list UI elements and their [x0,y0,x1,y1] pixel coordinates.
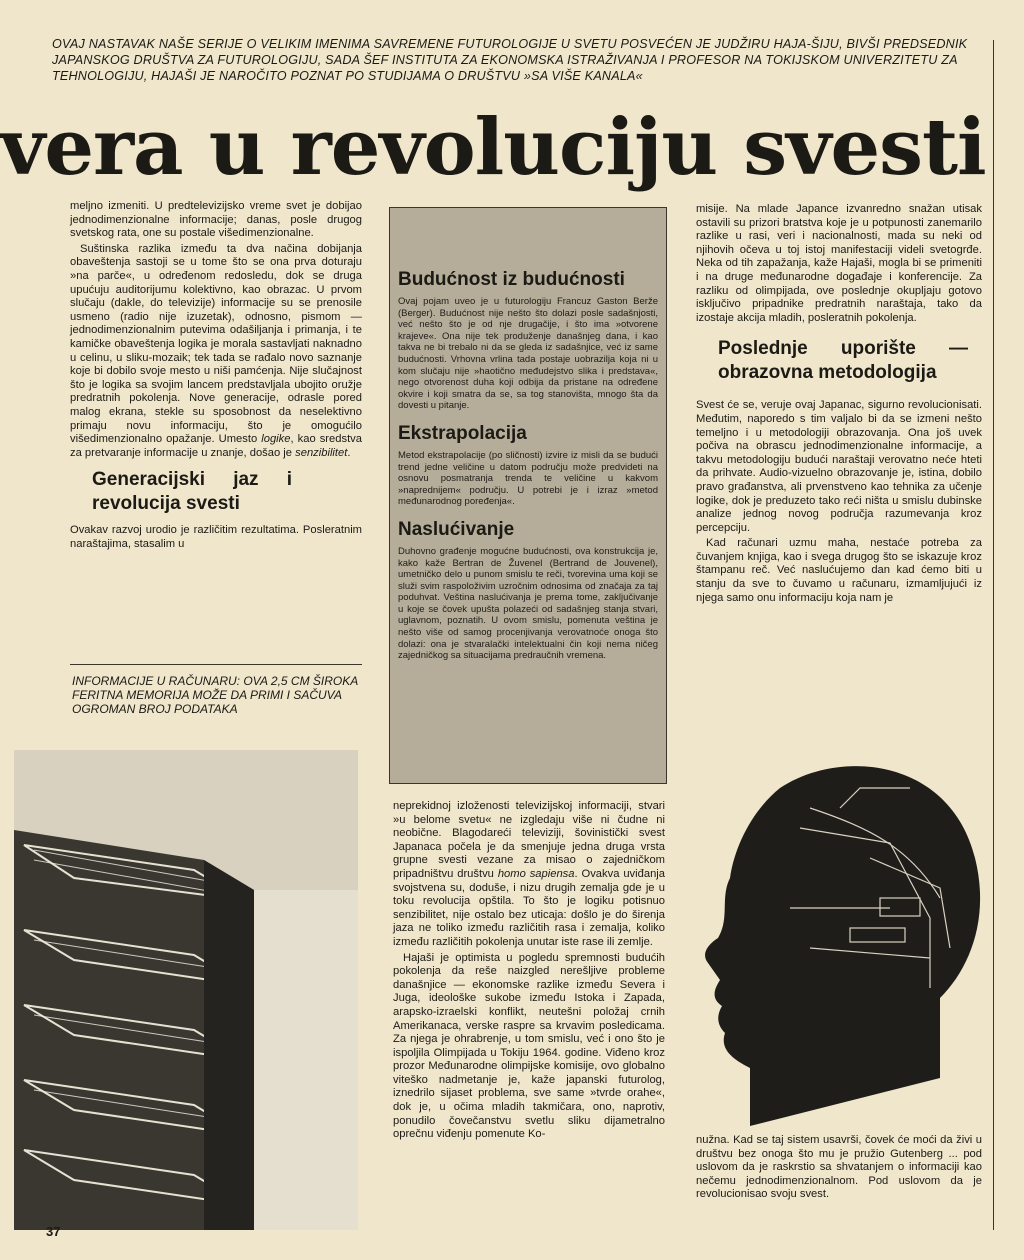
col3-subheading: Poslednje uporište — obrazovna metodologija [718,338,968,384]
computer-memory-image [14,750,358,1230]
page-number: 37 [46,1224,61,1239]
col1-paragraph-2: Suštinska razlika između ta dva načina dobijanja obaveštenja sastoji se u tome što se ona prva doturaju »na parče«, u određenom redosledu, dok se druga upućuju auditorijumu kolektivno, kao obrazac. U prvom slučaju (dakle, do televizije) informacije su se prenosile usmeno (radio nije izuzetak), odnosno, pismom — jednodimenzionalnim putevima odašiljanja i primanja, i te kamičke obaveštenja logika je morala sastavljati naknadno u celinu, u sliku-mozaik; tek tada se rađalo novo saznanje koje bi dobilo svoje mesto u niši pamćenja. Nije slučajnost što je logika sa svojim lancem predstavljala ubojito oružje predratnih pokolenja. Nove generacije, odrasle pored malog ekrana, stekle su sposobnost da neselektivno primaju novu informaciju, što je omogućilo višedimenzionalno opažanje. Umesto logike, kao sredstva za pretvaranje informacije u znanje, došao je senzibilitet. [70,242,362,459]
caption-rule [70,664,362,665]
col1-subheading: Generacijski jaz i revolucija svesti [92,469,292,515]
box-heading-3: Naslućivanje [398,518,515,540]
head-circuit-illustration [690,748,990,1126]
page-title: vera u revoluciju svesti [0,102,986,193]
intro-text: OVAJ NASTAVAK NAŠE SERIJE O VELIKIM IMENIMA SAVREMENE FUTUROLOGIJE U SVETU POSVEĆEN JE JUDŽIRU HAJA-ŠIJU, BIVŠI PREDSEDNIK JAPANSKOG DRUŠTVA ZA FUTUROLOGIJU, SADA ŠEF INSTITUTA ZA EKONOMSKA ISTRAŽIVANJA I PROFESOR NA TOKIJSKOM UNIVERZITETU ZA TEHNOLOGIJU, HAJAŠI JE NAROČITO POZNAT PO STUDIJAMA O DRUŠTVU »SA VIŠE KANALA« [52,37,968,83]
right-border-rule [993,40,994,1230]
sidebar-box [389,207,667,784]
box-heading-1: Budućnost iz budućnosti [398,269,625,290]
col2-paragraph-1: neprekidnoj izloženosti televizijskoj informaciji, stvari »u belome svetu« ne izgledaju više ni čudne ni neobične. Blagodareći televiziji, šovinistički svest Japanaca počela je da smenjuje jedna druga vrsta grupne svesti vezane za misao o zajedničkom pripadništvu društvu homo sapiensa. Ovakva uviđanja svojstvena su, doduše, i nizu drugih zemalja gde je u toku revolucija opštila. To što je logiku potisnuo senzibilitet, nije ostalo bez uticaja: došlo je do širenja jaza ne toliko između različitih rasa i zemalja, koliko između različitih pokolenja unutar iste rase ili zemlje. [393,800,666,948]
box-text-2: Metod ekstrapolacije (po sličnosti) izvire iz misli da se budući trend jedne veličine u datom području može predvideti na osnovu posmatranja trenda te veličine u kakvom »napredniјem« području. U potrebi je i izraz »metod međunarodnog poređenja«. [398,449,658,508]
col3-paragraph-4: nužna. Kad se taj sistem usavrši, čovek će moći da živi u društvu bez onoga što mu je pružio Gutenberg ... pod uslovom da je raskrstio sa shvatanjem o informaciji kao nečemu jednodimenzionalnom. Pod uslovom da je revolucionisao svoju svest. [696,1134,982,1201]
column-2 [393,800,665,1144]
box-heading-2: Ekstrapolacija [398,422,527,444]
head-silhouette-icon [690,748,990,1126]
col1-paragraph-1: meljno izmeniti. U predtelevizijsko vreme svet je dobijao jednodimenzionalne informacije; danas, posle drugog svetskog rata, one su postale višedimenzionalne. [70,200,362,240]
col1-paragraph-3: Ovakav razvoj urodio je različitim rezultatima. Posleratnim naraštajima, stasalim u [70,524,362,550]
column-3-bottom [696,1134,982,1204]
col3-paragraph-2: Svest će se, veruje ovaj Japanac, sigurno revolucionisati. Međutim, naporedo s tim valjalo bi da se izmeni nešto temeljno i u metodologiji obrazovanja. Ona još uvek počiva na obrascu jednodimenzionalne informacije, a takvu metodologiju budući naraštaji verovatno neće hteti da prihvate. Audio-vizuelno obrazovanje je, istina, dobilo pravo građanstva, ali prvenstveno kao tehnika za učenje logike, dok je preduzeto tako reći ništa u smislu dubinske analize jednog novog područja razumevanja kroz percepciju. [696,399,982,534]
col3-paragraph-3: Kad računari uzmu maha, nestaće potreba za čuvanjem knjiga, kao i svega drugog što se iskazuje kroz štampanu reč. Već naslućujemo dan kad ćemo biti u stanju da sve to čuvamo u računaru, izmamljujući iz njega samo onu informaciju koja nam je [696,537,982,604]
col3-paragraph-1: misije. Na mlade Japance izvanredno snažan utisak ostavili su prizori bratstva koje je u potpunosti zanemarilo razlike u rasi, veri i nacionalnosti, mada su neki od njihovih očeva u toj istoj manifestaciji videli svetogrđe. Neka od tih zapažanja, kaže Hajaši, mogla bi se primeniti i na druge međunarodne događaje i konferencije. Za razliku od olimpijada, ove poslednje okupljaju gotovo isključivo pripadnike predratnih naraštaja, tako da izostaje akcija mladih, posleratnih pokolenja. [696,203,982,324]
column-3 [696,203,982,607]
column-1 [70,200,362,553]
ferrite-memory-photo [14,750,358,1230]
col2-paragraph-2: Hajaši je optimista u pogledu spremnosti budućih pokolenja da reše naizgled nerešljive probleme današnjice — ekonomske razlike između Severa i Juga, ideološke sukobe između Istoka i Zapada, arapsko-izraelski konflikt, neutešni položaj crnih Amerikanaca, verske rasprе sa krvavim posledicama. Za njega je ohrabrenje, u tom smislu, već i ono što je ispoljila Olimpijada u Tokiju 1964. godine. Viđeno kroz prozor Međunarodne olimpijske komisije, ovo globalno viteško nadmetanje je, kaže japanski futurolog, iznedrilo sijaset problema, sve same »tvrde orahe«, dok je, u očima mladih takmičara, ono, naprotiv, ponudilo čovečanstvu svetlu sliku dijametralno oprečnu viđenju pomenute Ko- [393,951,665,1141]
photo-caption: INFORMACIJE U RAČUNARU: OVA 2,5 CM ŠIROKA FERITNA MEMORIJA MOŽE DA PRIMI I SAČUVA OGROMAN BROJ PODATAKA [72,674,358,716]
box-text-3: Duhovno građenje mogućne budućnosti, ova konstrukcija je, kako kaže Bertran de Žuvenel (Bertrand de Jouvenel), umetničko delo u punom smislu te reči, tvorevina uma koji se služi svim raspoloživim uzročnim odnosima od značaja za taj poduhvat. Veština naslućivanja je premа tome, zaključivanje u koje se čovek upušta polazeći od sadašnjeg stanja stvari, uglavnom, poznatih. U ovom smislu, pomenuta veština je nešto više od samog procenjivanja verovatnoće onoga što dolazi: ona je stvaralački intelektualni čin koji nema ničeg zajedničkog sa situacijama predraučnih vremena. [398,545,658,662]
box-text-1: Ovaj pojam uveo je u futurologiju Francuz Gaston Berže (Berger). Budućnost nije nešto što dolazi posle sadašnjosti, već nešto što je od nje drugačije, i što ima »otvorene krajeve«. Ona nije tek produženje današnjeg dana, i kao takva ne bi trebalo ni da se gleda iz sadašnjice, već iz same budućnosti. Vrhovna vrlina tada postaje uobrazilja koja ni u kom slučaju nije »haotično međudejstvo slika i predstava«, nego otvorenost duha koji odbija da pristane na određene okvire i koji smatra da se, sa tog stanovišta, mnogo šta da dovesti u pitanje. [398,296,658,412]
